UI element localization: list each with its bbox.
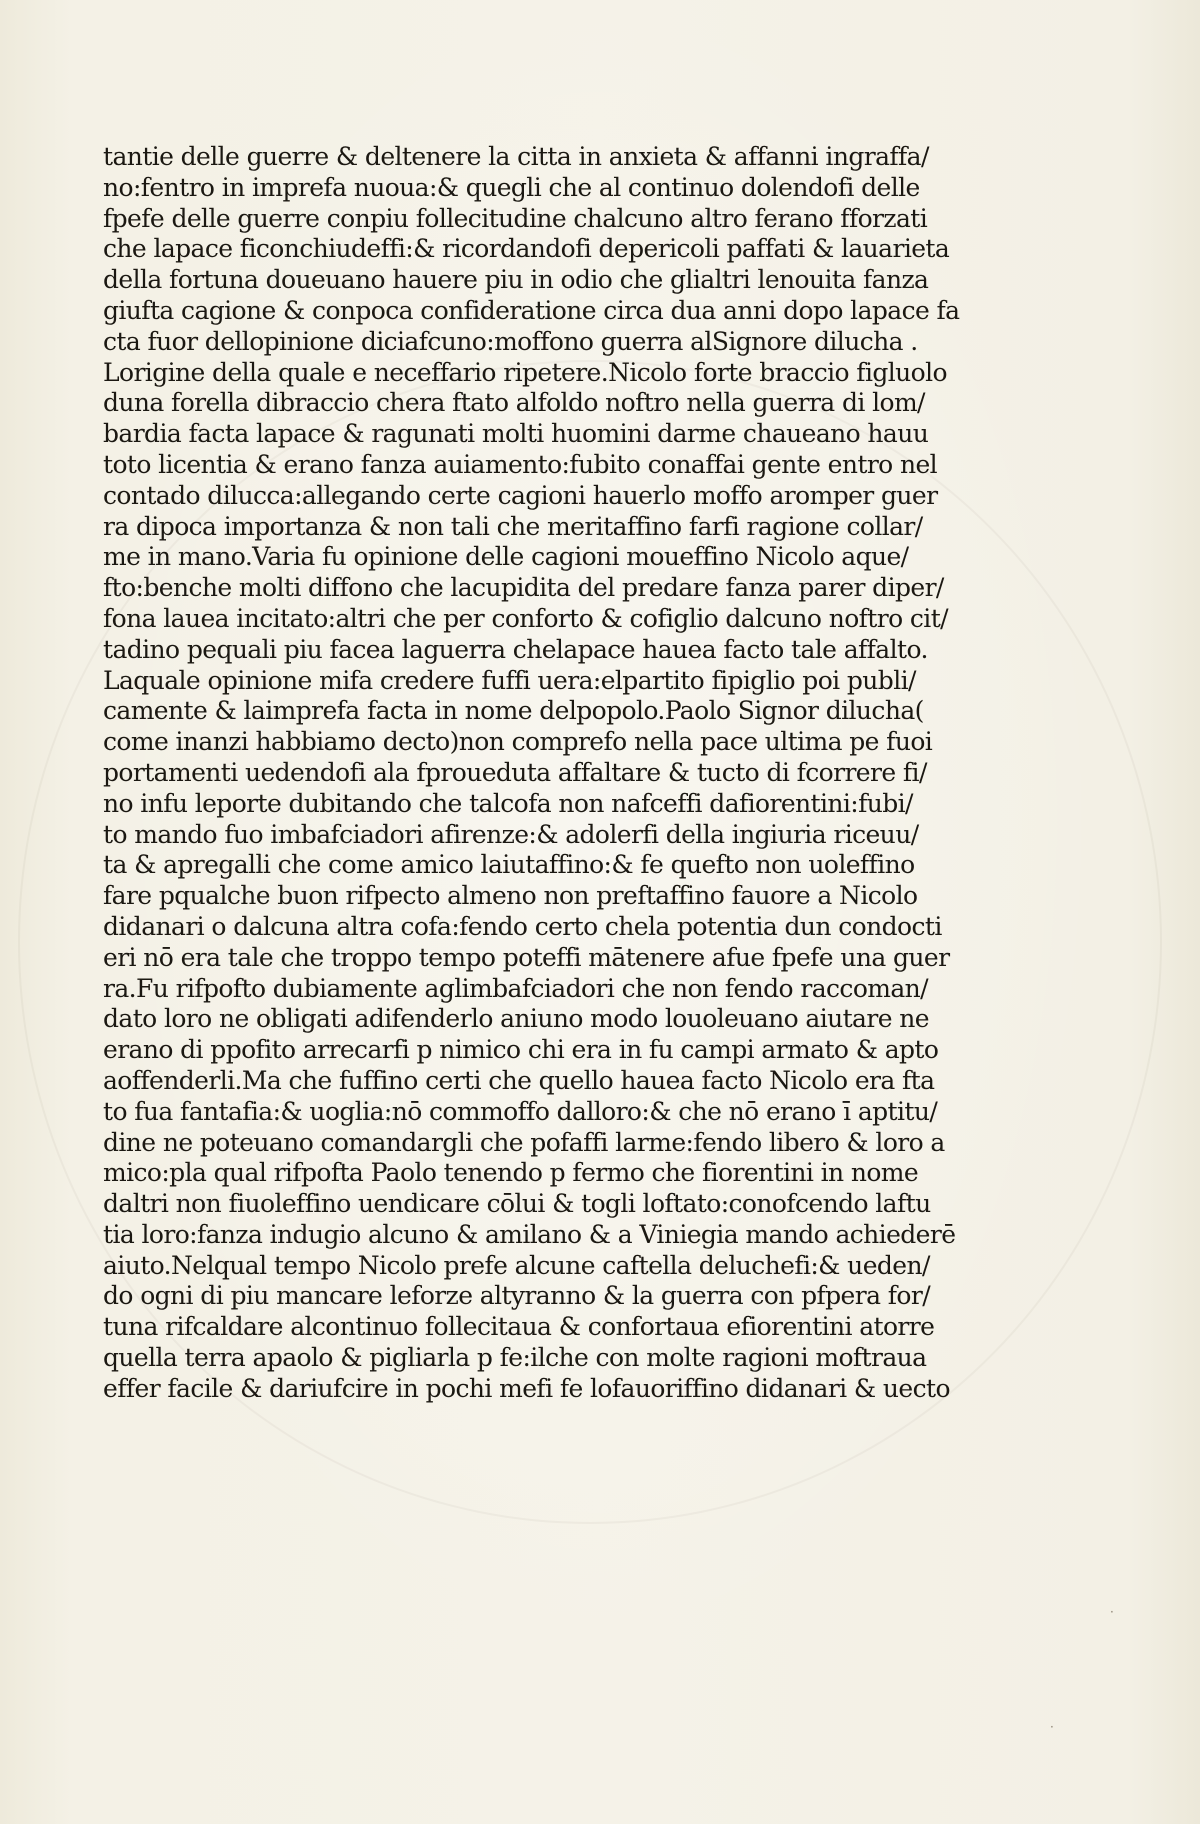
text-line: toto licentia & erano fanza auiamento:fubito conaffai gente entro nel xyxy=(103,449,938,479)
text-line: tadino pequali piu facea laguerra chelapace hauea facto tale affalto. xyxy=(103,634,928,664)
text-line: to mando fuo imbafciadori afirenze:& adolerfi della ingiuria riceuu/ xyxy=(103,819,919,849)
text-line: come inanzi habbiamo decto)non comprefo nella pace ultima pe fuoi xyxy=(103,727,933,757)
text-line: tuna rifcaldare alcontinuo follecitaua & confortaua efiorentini atorre xyxy=(103,1312,935,1342)
text-line: me in mano.Varia fu opinione delle cagioni moueffino Nicolo aque/ xyxy=(103,542,909,572)
text-line: erano di ppofito arrecarfi p nimico chi era in fu campi armato & apto xyxy=(103,1035,939,1065)
text-line: bardia facta lapace & ragunati molti huomini darme chaueano hauu xyxy=(103,419,929,449)
text-line: didanari o dalcuna altra cofa:fendo certo chela potentia dun condocti xyxy=(103,911,942,941)
text-line: no infu leporte dubitando che talcofa non nafceffi dafiorentini:fubi/ xyxy=(103,788,913,818)
text-line: Lorigine della quale e neceffario ripetere.Nicolo forte braccio figluolo xyxy=(103,357,947,387)
text-line: fto:benche molti diffono che lacupidita del predare fanza parer diper/ xyxy=(103,573,944,603)
text-line: che lapace ficonchiudeffi:& ricordandofi depericoli paffati & lauarieta xyxy=(103,234,950,264)
text-line: dato loro ne obligati adifenderlo aniuno modo louoleuano aiutare ne xyxy=(103,1004,929,1034)
text-line: tantie delle guerre & deltenere la citta in anxieta & affanni ingraffa/ xyxy=(103,142,929,171)
text-line: ra dipoca importanza & non tali che meritaffino farfi ragione collar/ xyxy=(103,511,923,541)
text-line: daltri non fiuoleffino uendicare cōlui & togli loftato:conofcendo laftu xyxy=(103,1189,931,1219)
text-line: tia loro:fanza indugio alcuno & amilano & a Viniegia mando achiederē xyxy=(103,1219,956,1249)
text-line: giufta cagione & conpoca confideratione circa dua anni dopo lapace fa xyxy=(103,295,960,325)
text-line: Laquale opinione mifa credere fuffi uera:elpartito fipiglio poi publi/ xyxy=(103,665,916,695)
text-line: to fua fantafia:& uoglia:nō commoffo dalloro:& che nō erano ī aptitu/ xyxy=(103,1096,938,1126)
text-line: contado dilucca:allegando certe cagioni hauerlo moffo aromper guer xyxy=(103,480,938,510)
paper-speck: · xyxy=(1110,1605,1114,1619)
body-text-block xyxy=(103,142,960,1405)
paper-speck: · xyxy=(1050,1720,1054,1734)
text-line: fpefe delle guerre conpiu follecitudine chalcuno altro ferano fforzati xyxy=(103,203,928,233)
text-line: fona lauea incitato:altri che per conforto & cofiglio dalcuno noftro cit/ xyxy=(103,603,948,633)
text-line: ta & apregalli che come amico laiutaffino:& fe quefto non uoleffino xyxy=(103,850,915,880)
text-line: camente & laimprefa facta in nome delpopolo.Paolo Signor dilucha( xyxy=(103,696,924,726)
text-line: cta fuor dellopinione diciafcuno:moffono guerra alSignore dilucha . xyxy=(103,326,918,356)
text-line: della fortuna doueuano hauere piu in odio che glialtri lenouita fanza xyxy=(103,265,929,295)
text-line: aoffenderli.Ma che fuffino certi che quello hauea facto Nicolo era fta xyxy=(103,1065,935,1095)
text-line: aiuto.Nelqual tempo Nicolo prefe alcune caftella deluchefi:& ueden/ xyxy=(103,1250,930,1280)
text-line: quella terra apaolo & pigliarla p fe:ilche con molte ragioni moftraua xyxy=(103,1343,927,1373)
text-line: no:fentro in imprefa nuoua:& quegli che al continuo dolendofi delle xyxy=(103,172,920,202)
text-line: dine ne poteuano comandargli che pofaffi larme:fendo libero & loro a xyxy=(103,1127,945,1157)
text-line: mico:pla qual rifpofta Paolo tenendo p fermo che fiorentini in nome xyxy=(103,1158,919,1188)
text-line: duna forella dibraccio chera ftato alfoldo noftro nella guerra di lom/ xyxy=(103,388,925,418)
text-line: ra.Fu rifpofto dubiamente aglimbafciadori che non fendo raccoman/ xyxy=(103,973,929,1003)
text-line: effer facile & dariufcire in pochi mefi fe lofauoriffino didanari & uecto xyxy=(103,1373,950,1403)
text-line: eri nō era tale che troppo tempo poteffi mātenere afue fpefe una guer xyxy=(103,942,950,972)
text-line: portamenti uedendofi ala fproueduta affaltare & tucto di fcorrere fi/ xyxy=(103,757,927,787)
text-line: do ogni di piu mancare leforze altyranno & la guerra con pfpera for/ xyxy=(103,1281,931,1311)
text-line: fare pqualche buon rifpecto almeno non preftaffino fauore a Nicolo xyxy=(103,881,918,911)
